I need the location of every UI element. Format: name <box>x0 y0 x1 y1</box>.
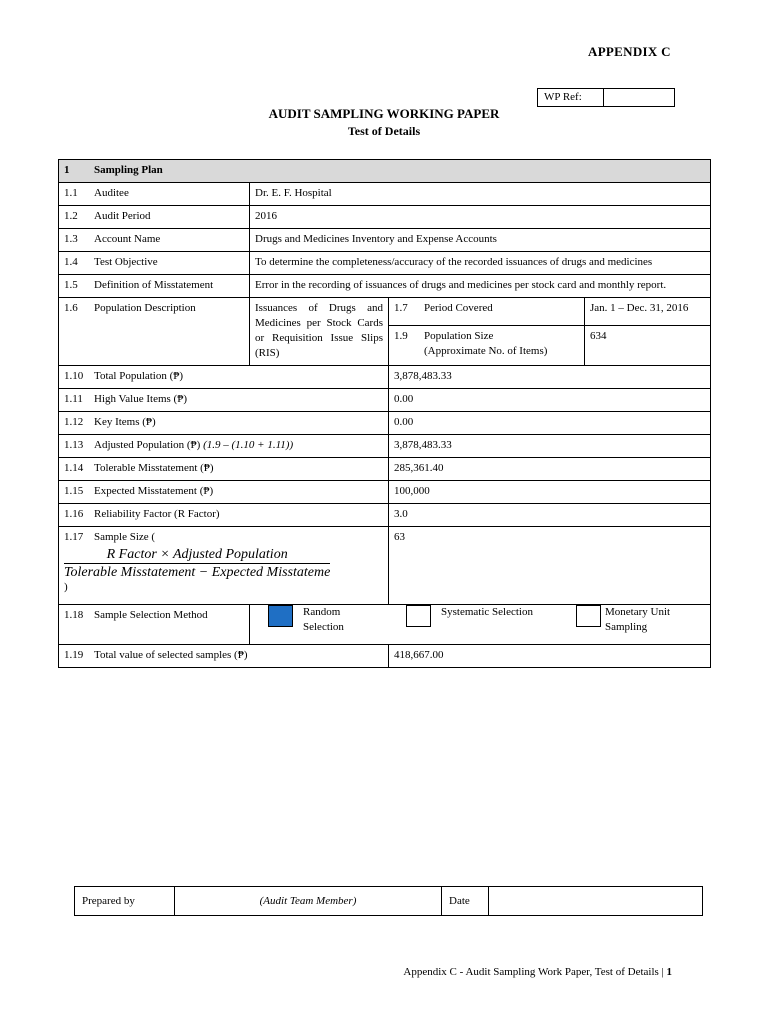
option-label: Random Selection <box>303 606 344 633</box>
formula-close-paren: ) <box>64 581 68 593</box>
tolerable-misstatement-value: 285,361.40 <box>389 458 711 481</box>
row-label <box>59 458 389 481</box>
test-objective-value: To determine the completeness/accuracy of the recorded issuances of drugs and medicines <box>250 252 711 275</box>
row-number: 1.12 <box>64 416 84 428</box>
period-covered-label <box>389 298 585 326</box>
row-label <box>59 645 389 668</box>
table-row <box>59 298 711 326</box>
row-label-text: Audit Period <box>94 210 151 222</box>
systematic-selection-checkbox[interactable] <box>406 605 431 627</box>
wp-ref-label: WP Ref: <box>538 89 604 106</box>
row-label <box>59 504 389 527</box>
row-label-text: Reliability Factor (R Factor) <box>94 508 220 520</box>
table-row <box>59 275 711 298</box>
row-label <box>59 275 250 298</box>
table-row <box>59 435 711 458</box>
row-label <box>59 366 389 389</box>
table-row <box>59 229 711 252</box>
population-description-value: Issuances of Drugs and Medicines per Stock Cards or Requisition Issue Slips (RIS) <box>250 298 389 366</box>
signoff-row <box>75 887 703 916</box>
sample-size-label <box>59 527 389 605</box>
row-label <box>59 206 250 229</box>
section-header <box>59 160 711 183</box>
row-label <box>59 605 250 645</box>
section-number: 1 <box>64 164 70 176</box>
table-row <box>59 252 711 275</box>
monetary-unit-sampling-checkbox[interactable] <box>576 605 601 627</box>
row-number: 1.9 <box>394 330 408 342</box>
document-title: AUDIT SAMPLING WORKING PAPER <box>268 106 500 121</box>
audit-period-value: 2016 <box>250 206 711 229</box>
row-label-text: Total value of selected samples (₱) <box>94 649 248 661</box>
sampling-plan-table <box>58 159 711 668</box>
table-row <box>59 605 711 645</box>
row-label-text: Adjusted Population (₱) <box>94 439 201 451</box>
table-row <box>59 504 711 527</box>
row-label <box>59 412 389 435</box>
row-label-text: Sample Selection Method <box>94 609 208 621</box>
table-row <box>59 527 711 605</box>
audit-team-member-field[interactable]: (Audit Team Member) <box>175 887 442 916</box>
misstatement-definition-value: Error in the recording of issuances of drugs and medicines per stock card and monthly report. <box>250 275 711 298</box>
period-covered-value: Jan. 1 – Dec. 31, 2016 <box>585 298 711 326</box>
row-label-text: Tolerable Misstatement (₱) <box>94 462 214 474</box>
account-name-value: Drugs and Medicines Inventory and Expense Accounts <box>250 229 711 252</box>
row-number: 1.10 <box>64 370 84 382</box>
option-systematic[interactable] <box>394 605 572 641</box>
option-label: Monetary Unit Sampling <box>605 606 671 633</box>
row-label-text: Test Objective <box>94 256 158 268</box>
row-number: 1.4 <box>64 256 78 268</box>
row-label-text: High Value Items (₱) <box>94 393 187 405</box>
option-label: Systematic Selection <box>441 606 533 618</box>
population-size-label <box>389 326 585 366</box>
high-value-items-value: 0.00 <box>389 389 711 412</box>
wp-ref-box <box>537 88 675 107</box>
page-number: 1 <box>666 966 672 978</box>
selected-samples-value: 418,667.00 <box>389 645 711 668</box>
row-label-text: Population Description <box>94 302 196 314</box>
row-label <box>59 389 389 412</box>
row-number: 1.19 <box>64 649 84 661</box>
row-number: 1.5 <box>64 279 78 291</box>
row-number: 1.11 <box>64 393 83 405</box>
row-number: 1.13 <box>64 439 84 451</box>
date-label: Date <box>442 887 489 916</box>
row-number: 1.2 <box>64 210 78 222</box>
row-label-text: Account Name <box>94 233 161 245</box>
row-number: 1.18 <box>64 609 84 621</box>
formula-numerator: R Factor × Adjusted Population <box>64 547 330 564</box>
row-number: 1.7 <box>394 302 408 314</box>
sample-size-formula <box>64 547 383 580</box>
auditee-value: Dr. E. F. Hospital <box>250 183 711 206</box>
table-row <box>59 645 711 668</box>
total-population-value: 3,878,483.33 <box>389 366 711 389</box>
table-row <box>59 481 711 504</box>
adjusted-population-value: 3,878,483.33 <box>389 435 711 458</box>
row-number: 1.14 <box>64 462 84 474</box>
row-number: 1.1 <box>64 187 78 199</box>
table-row <box>59 206 711 229</box>
row-label-text: Sample Size ( <box>94 531 156 543</box>
row-label <box>59 183 250 206</box>
row-number: 1.17 <box>64 531 84 543</box>
table-row <box>59 389 711 412</box>
row-number: 1.16 <box>64 508 84 520</box>
row-label-text: Population Size <box>424 330 494 342</box>
prepared-by-label: Prepared by <box>75 887 175 916</box>
row-label-text: Period Covered <box>424 302 493 314</box>
row-label-text: Total Population (₱) <box>94 370 184 382</box>
expected-misstatement-value: 100,000 <box>389 481 711 504</box>
row-label <box>59 298 250 366</box>
table-row <box>59 183 711 206</box>
row-label <box>59 252 250 275</box>
document-subtitle: Test of Details <box>347 124 421 138</box>
row-number: 1.3 <box>64 233 78 245</box>
option-random[interactable] <box>250 605 394 641</box>
key-items-value: 0.00 <box>389 412 711 435</box>
row-label <box>59 481 389 504</box>
wp-ref-value[interactable] <box>604 89 674 106</box>
row-label-text: Key Items (₱) <box>94 416 156 428</box>
formula-fraction <box>64 547 330 580</box>
random-selection-checkbox[interactable] <box>268 605 293 627</box>
section-header-row <box>59 160 711 183</box>
formula-denominator: Tolerable Misstatement − Expected Misstateme <box>64 565 331 580</box>
sample-size-value: 63 <box>389 527 711 605</box>
footer-text: Appendix C - Audit Sampling Work Paper, Test of Details | <box>403 966 667 978</box>
page-footer <box>403 966 672 978</box>
date-field[interactable] <box>489 887 703 916</box>
formula-reference: (1.9 – (1.10 + 1.11)) <box>203 439 294 451</box>
row-label-text: Definition of Misstatement <box>94 279 214 291</box>
section-title: Sampling Plan <box>94 164 163 176</box>
row-label <box>59 229 250 252</box>
row-label <box>59 435 389 458</box>
appendix-label: APPENDIX C <box>588 44 671 59</box>
population-size-value: 634 <box>585 326 711 366</box>
option-monetary-unit[interactable] <box>572 605 710 641</box>
table-row <box>59 366 711 389</box>
reliability-factor-value: 3.0 <box>389 504 711 527</box>
row-label-subtext: (Approximate No. of Items) <box>424 345 548 357</box>
table-row <box>59 412 711 435</box>
row-number: 1.6 <box>64 302 78 314</box>
row-label-text: Expected Misstatement (₱) <box>94 485 214 497</box>
signoff-table <box>74 886 703 916</box>
selection-method-options <box>250 605 711 645</box>
row-label-text: Auditee <box>94 187 129 199</box>
row-number: 1.15 <box>64 485 84 497</box>
table-row <box>59 458 711 481</box>
